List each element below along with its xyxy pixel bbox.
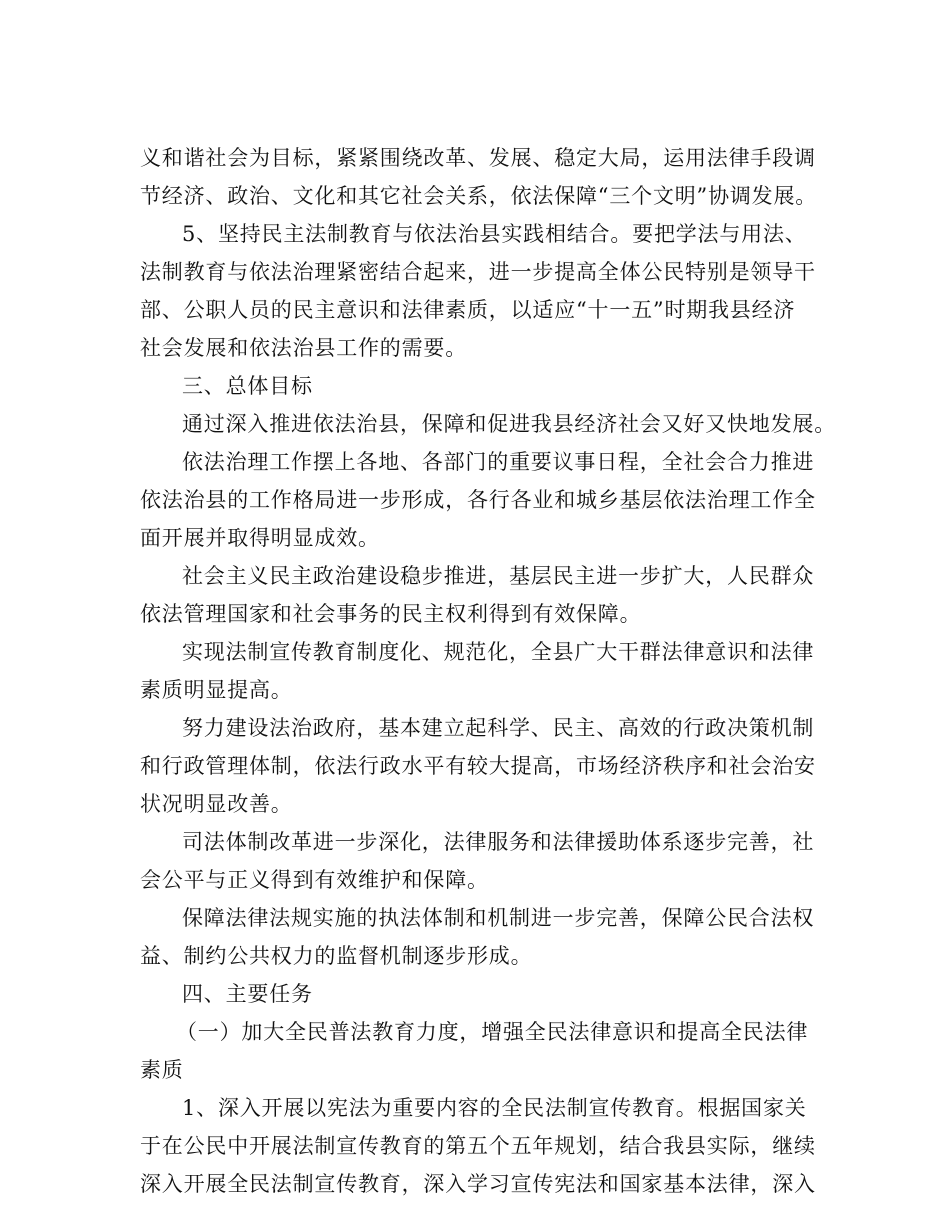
text-line: 于在公民中开展法制宣传教育的第五个五年规划，结合我县实际，继续 bbox=[140, 1134, 816, 1158]
section-heading: 四、主要任务 bbox=[182, 982, 313, 1006]
text-line: 义和谐社会为目标，紧紧围绕改革、发展、稳定大局，运用法律手段调 bbox=[140, 146, 816, 170]
text-line: 依法治理工作摆上各地、各部门的重要议事日程，全社会合力推进 bbox=[182, 450, 815, 474]
text-line: 社会主义民主政治建设稳步推进，基层民主进一步扩大，人民群众 bbox=[182, 564, 815, 588]
text-line: 状况明显改善。 bbox=[140, 792, 293, 816]
text-line: 司法体制改革进一步深化，法律服务和法律援助体系逐步完善，社 bbox=[182, 830, 815, 854]
text-line: 深入开展全民法制宣传教育，深入学习宣传宪法和国家基本法律，深入 bbox=[140, 1172, 816, 1196]
text-line: 面开展并取得明显成效。 bbox=[140, 526, 380, 550]
text-line: 节经济、政治、文化和其它社会关系，依法保障“三个文明”协调发展。 bbox=[140, 184, 818, 208]
text-line: 5、坚持民主法制教育与依法治县实践相结合。要把学法与用法、 bbox=[182, 222, 807, 246]
text-line: 依法管理国家和社会事务的民主权利得到有效保障。 bbox=[140, 602, 642, 626]
text-line: 法制教育与依法治理紧密结合起来，进一步提高全体公民特别是领导干 bbox=[140, 260, 816, 284]
text-line: 1、深入开展以宪法为重要内容的全民法制宣传教育。根据国家关 bbox=[182, 1096, 807, 1120]
text-line: 实现法制宣传教育制度化、规范化，全县广大干群法律意识和法律 bbox=[182, 640, 815, 664]
text-line: 益、制约公共权力的监督机制逐步形成。 bbox=[140, 944, 533, 968]
text-line: 和行政管理体制，依法行政水平有较大提高，市场经济秩序和社会治安 bbox=[140, 754, 816, 778]
text-line: 依法治县的工作格局进一步形成，各行各业和城乡基层依法治理工作全 bbox=[140, 488, 816, 512]
subsection-heading-cont: 素质 bbox=[140, 1058, 184, 1082]
section-heading: 三、总体目标 bbox=[182, 374, 313, 398]
subsection-heading: （一）加大全民普法教育力度，增强全民法律意识和提高全民法律 bbox=[176, 1020, 809, 1044]
text-line: 会公平与正义得到有效维护和保障。 bbox=[140, 868, 489, 892]
text-line: 通过深入推进依法治县，保障和促进我县经济社会又好又快地发展。 bbox=[182, 412, 836, 436]
text-line: 素质明显提高。 bbox=[140, 678, 293, 702]
text-line: 努力建设法治政府，基本建立起科学、民主、高效的行政决策机制 bbox=[182, 716, 815, 740]
text-line: 社会发展和依法治县工作的需要。 bbox=[140, 336, 467, 360]
text-line: 保障法律法规实施的执法体制和机制进一步完善，保障公民合法权 bbox=[182, 906, 815, 930]
text-line: 部、公职人员的民主意识和法律素质，以适应“十一五”时期我县经济 bbox=[140, 298, 796, 322]
